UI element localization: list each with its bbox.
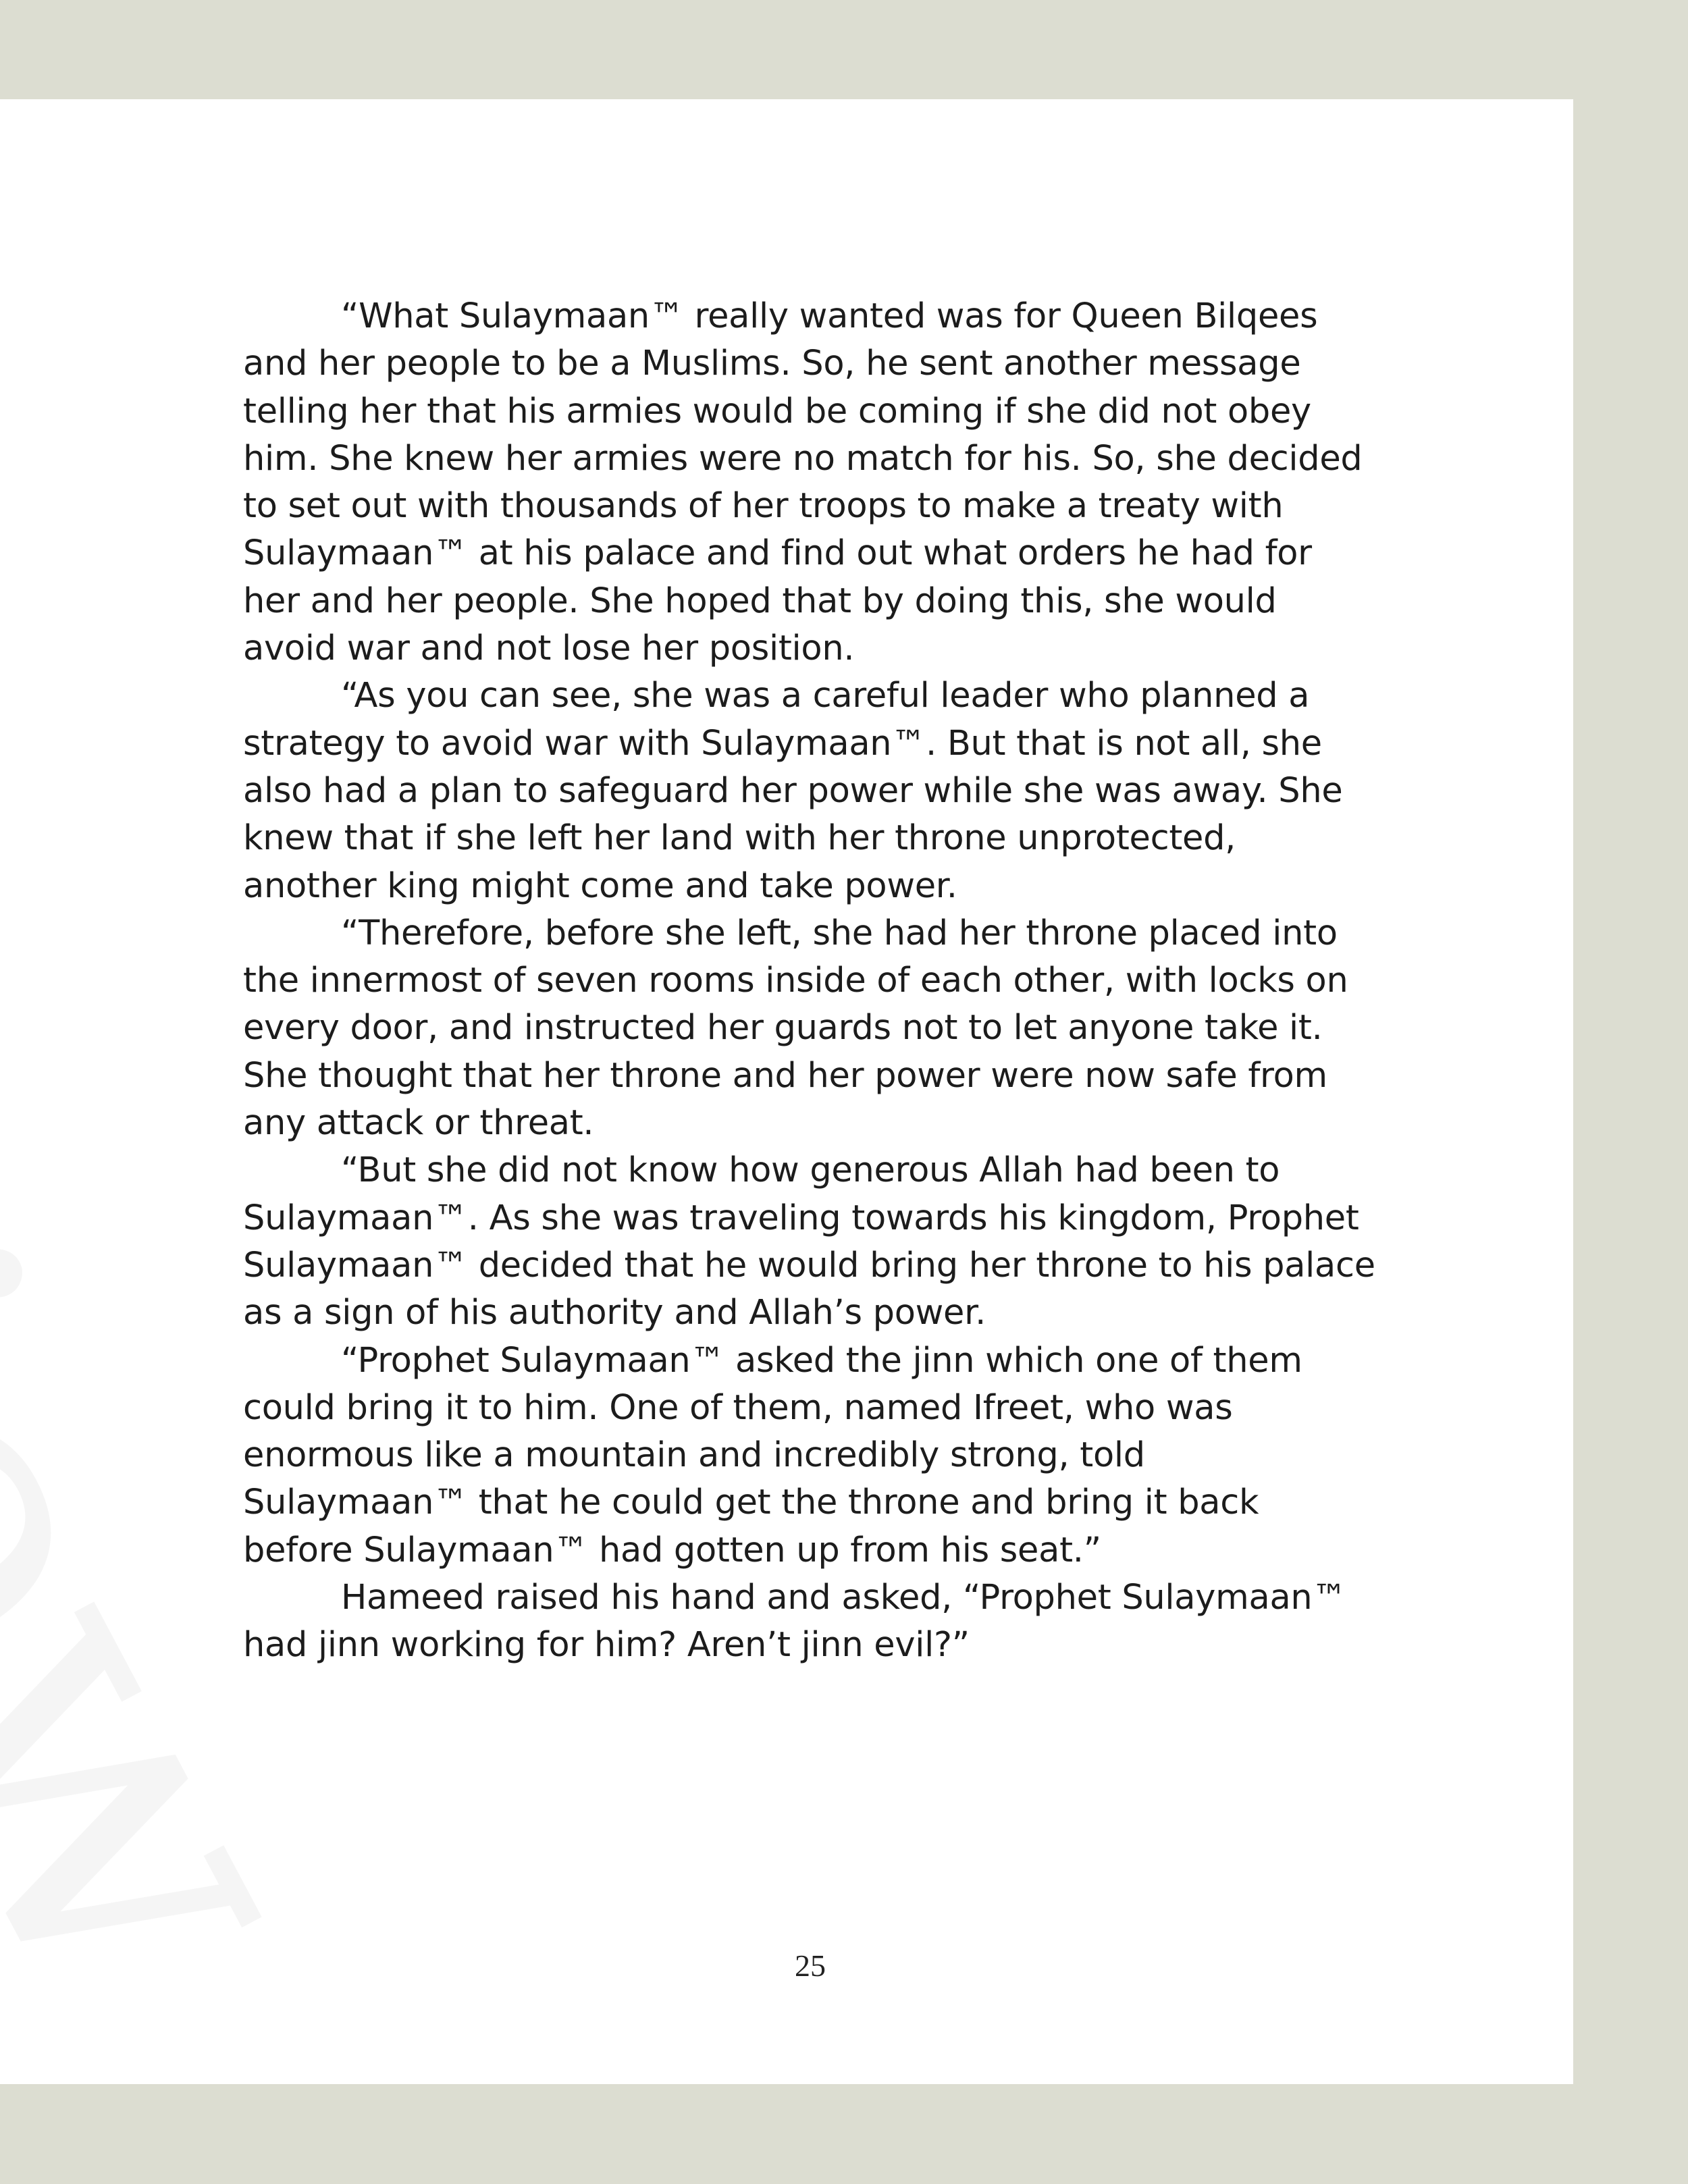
- paragraph-2: “As you can see, she was a careful leader who planned a strategy to avoid war with Sulaymaan™. But that is not all, she also had a plan to safeguard her power while she was away. She knew that if she left her land with her throne unprotected, another king might come and take power.: [243, 676, 1343, 906]
- paragraph-4: “But she did not know how generous Allah had been to Sulaymaan™. As she was traveling towards his kingdom, Prophet Sulaymaan™ decided that he would bring her throne to his palace as a sign of his authority and Allah’s power.: [243, 1150, 1375, 1333]
- paragraph-5: “Prophet Sulaymaan™ asked the jinn which one of them could bring it to him. One of them, named Ifreet, who was enormous like a mountain and incredibly strong, told Sulaymaan™ that he could get the throne and bring it back before Sulaymaan™ had gotten up from his seat.”: [243, 1340, 1302, 1570]
- page-body-text: [243, 293, 1377, 1670]
- book-page: [0, 99, 1573, 2084]
- page-number: 25: [795, 1948, 826, 1983]
- paragraph-6: Hameed raised his hand and asked, “Prophet Sulaymaan™ had jinn working for him? Aren’t jinn evil?”: [243, 1578, 1347, 1666]
- paragraph-1: “What Sulaymaan™ really wanted was for Queen Bilqees and her people to be a Muslims. So, he sent another message telling her that his armies would be coming if she did not obey him. She knew her armies were no match for his. So, she decided to set out with thousands of her troops to make a treaty with Sulaymaan™ at his palace and find out what orders he had for her and her people. She hoped that by doing this, she would avoid war and not lose her position.: [243, 296, 1363, 669]
- paragraph-3: “Therefore, before she left, she had her throne placed into the innermost of seven rooms inside of each other, with locks on every door, and instructed her guards not to let anyone take it. She thought that her throne and her power were now safe from any attack or threat.: [243, 913, 1348, 1144]
